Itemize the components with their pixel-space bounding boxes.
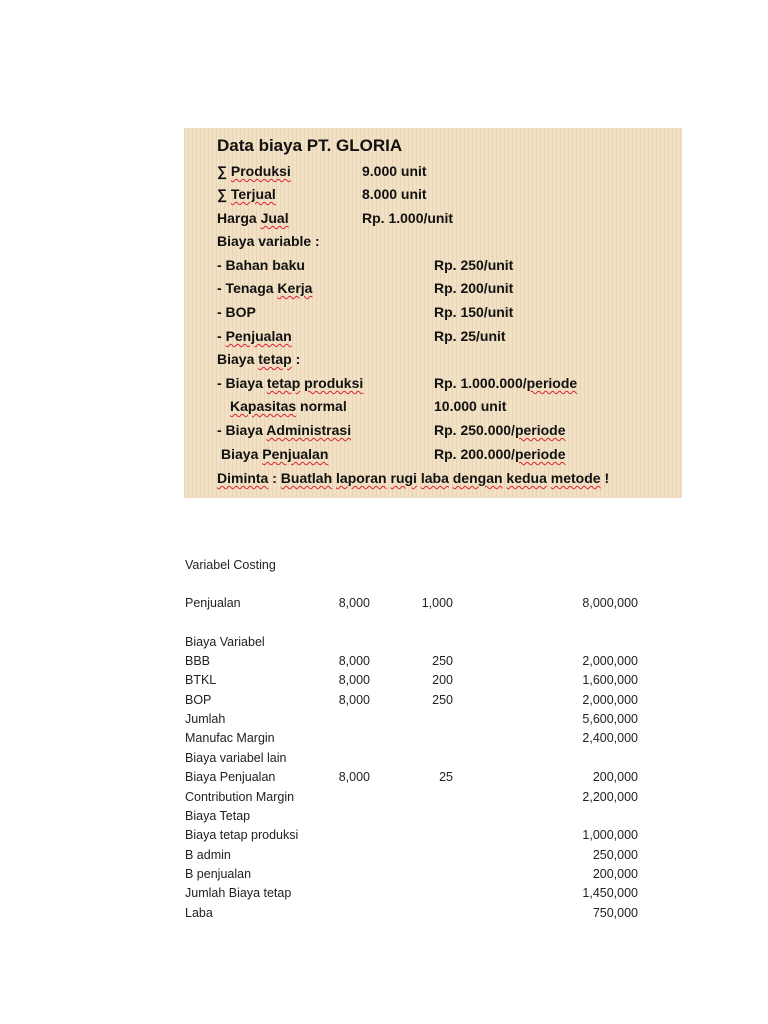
row-produksi-value: 9.000 unit <box>362 163 427 179</box>
row-label: Manufac Margin <box>185 731 275 745</box>
row-qty: 8,000 <box>338 693 370 707</box>
row-administrasi-label: - Biaya Administrasi <box>217 422 352 438</box>
instruction-text: Diminta : Buatlah laporan rugi laba dengan kedua metode ! <box>217 470 610 486</box>
row-administrasi-unit: periode <box>514 422 566 438</box>
row-kapasitas-word: Kapasitas <box>230 398 297 414</box>
row-kapasitas-value: 10.000 unit <box>434 398 507 414</box>
row-price: 200 <box>432 673 453 687</box>
row-amount: 2,000,000 <box>582 693 638 707</box>
row-tenaga-kerja-word: Kerja <box>277 280 313 296</box>
row-kapasitas-label: Kapasitas normal <box>230 398 347 414</box>
row-qty: 8,000 <box>338 770 370 784</box>
row-produksi-word: Produksi <box>230 163 291 179</box>
row-amount: 5,600,000 <box>582 712 638 726</box>
row-price: 1,000 <box>421 596 453 610</box>
row-biaya-tetap-word: tetap <box>258 351 292 367</box>
row-amount: 1,450,000 <box>582 886 638 900</box>
row-qty: 8,000 <box>338 673 370 687</box>
row-bop-label: - BOP <box>217 304 256 320</box>
row-biaya-penjualan-unit: periode <box>514 446 566 462</box>
row-bahan-baku-value: Rp. 250/unit <box>434 257 514 273</box>
instruction-word3: laporan <box>336 470 387 486</box>
row-bahan-baku-label: - Bahan baku <box>217 257 305 273</box>
instruction-word4: rugi <box>390 470 417 486</box>
row-bop-value: Rp. 150/unit <box>434 304 514 320</box>
row-tetap-produksi-word1: tetap <box>266 375 301 391</box>
row-amount: 2,400,000 <box>582 731 638 745</box>
row-label: Biaya tetap produksi <box>185 828 299 842</box>
row-administrasi-word: Administrasi <box>266 422 352 438</box>
row-terjual-label: ∑ Terjual <box>217 186 276 202</box>
row-label: Jumlah <box>185 712 226 726</box>
row-price: 25 <box>439 770 453 784</box>
row-tetap-produksi-label: - Biaya tetap produksi <box>217 375 364 391</box>
row-price: 250 <box>432 693 453 707</box>
row-biaya-penjualan-label: Biaya Penjualan <box>221 446 329 462</box>
instruction-word6: dengan <box>452 470 503 486</box>
row-amount: 2,000,000 <box>582 654 638 668</box>
row-harga-jual-word: Jual <box>260 210 289 226</box>
instruction-word2: Buatlah <box>280 470 333 486</box>
row-label: BOP <box>185 693 212 707</box>
row-label: B penjualan <box>185 867 252 881</box>
instruction-word1: Diminta <box>217 470 269 486</box>
row-label: BBB <box>185 654 211 668</box>
row-label: Jumlah Biaya tetap <box>185 886 292 900</box>
row-tetap-produksi-value: Rp. 1.000.000/periode <box>434 375 578 391</box>
row-amount: 1,600,000 <box>582 673 638 687</box>
row-qty: 8,000 <box>338 596 370 610</box>
row-label: B admin <box>185 848 231 862</box>
row-label: Contribution Margin <box>185 790 295 804</box>
instruction-word5: laba <box>420 470 449 486</box>
row-amount: 200,000 <box>592 867 638 881</box>
row-administrasi-value: Rp. 250.000/periode <box>434 422 566 438</box>
row-amount: 1,000,000 <box>582 828 638 842</box>
row-price: 250 <box>432 654 453 668</box>
row-penjualan-word: Penjualan <box>225 328 292 344</box>
instruction-word8: metode <box>550 470 601 486</box>
instruction-word7: kedua <box>506 470 547 486</box>
row-biaya-penjualan-word: Penjualan <box>262 446 329 462</box>
row-biaya-variable-label: Biaya variable : <box>217 233 320 249</box>
row-biaya-penjualan-value: Rp. 200.000/periode <box>434 446 566 462</box>
row-terjual-value: 8.000 unit <box>362 186 427 202</box>
row-qty: 8,000 <box>338 654 370 668</box>
row-amount: 250,000 <box>592 848 638 862</box>
row-tenaga-kerja-label: - Tenaga Kerja <box>217 280 313 296</box>
row-terjual-word: Terjual <box>230 186 276 202</box>
row-label: Laba <box>185 906 213 920</box>
row-label: Biaya Variabel <box>185 635 265 649</box>
row-harga-jual-label: Harga Jual <box>217 210 289 226</box>
row-tetap-produksi-word2: produksi <box>304 375 364 391</box>
row-tenaga-kerja-value: Rp. 200/unit <box>434 280 514 296</box>
row-harga-jual-value: Rp. 1.000/unit <box>362 210 454 226</box>
table-heading: Variabel Costing <box>185 558 276 572</box>
row-penjualan-value: Rp. 25/unit <box>434 328 506 344</box>
cost-data-box <box>184 128 682 498</box>
row-tetap-produksi-unit: periode <box>526 375 578 391</box>
row-label: BTKL <box>185 673 217 687</box>
row-produksi-label: ∑ Produksi <box>217 163 291 179</box>
row-amount: 8,000,000 <box>582 596 638 610</box>
row-label: Penjualan <box>185 596 241 610</box>
row-label: Biaya Tetap <box>185 809 251 823</box>
row-penjualan-label: - Penjualan <box>217 328 292 344</box>
row-amount: 2,200,000 <box>582 790 638 804</box>
row-label: Biaya Penjualan <box>185 770 276 784</box>
row-amount: 750,000 <box>592 906 638 920</box>
row-biaya-tetap-label: Biaya tetap : <box>217 351 301 367</box>
box-title: Data biaya PT. GLORIA <box>217 136 403 155</box>
row-label: Biaya variabel lain <box>185 751 287 765</box>
row-amount: 200,000 <box>592 770 638 784</box>
